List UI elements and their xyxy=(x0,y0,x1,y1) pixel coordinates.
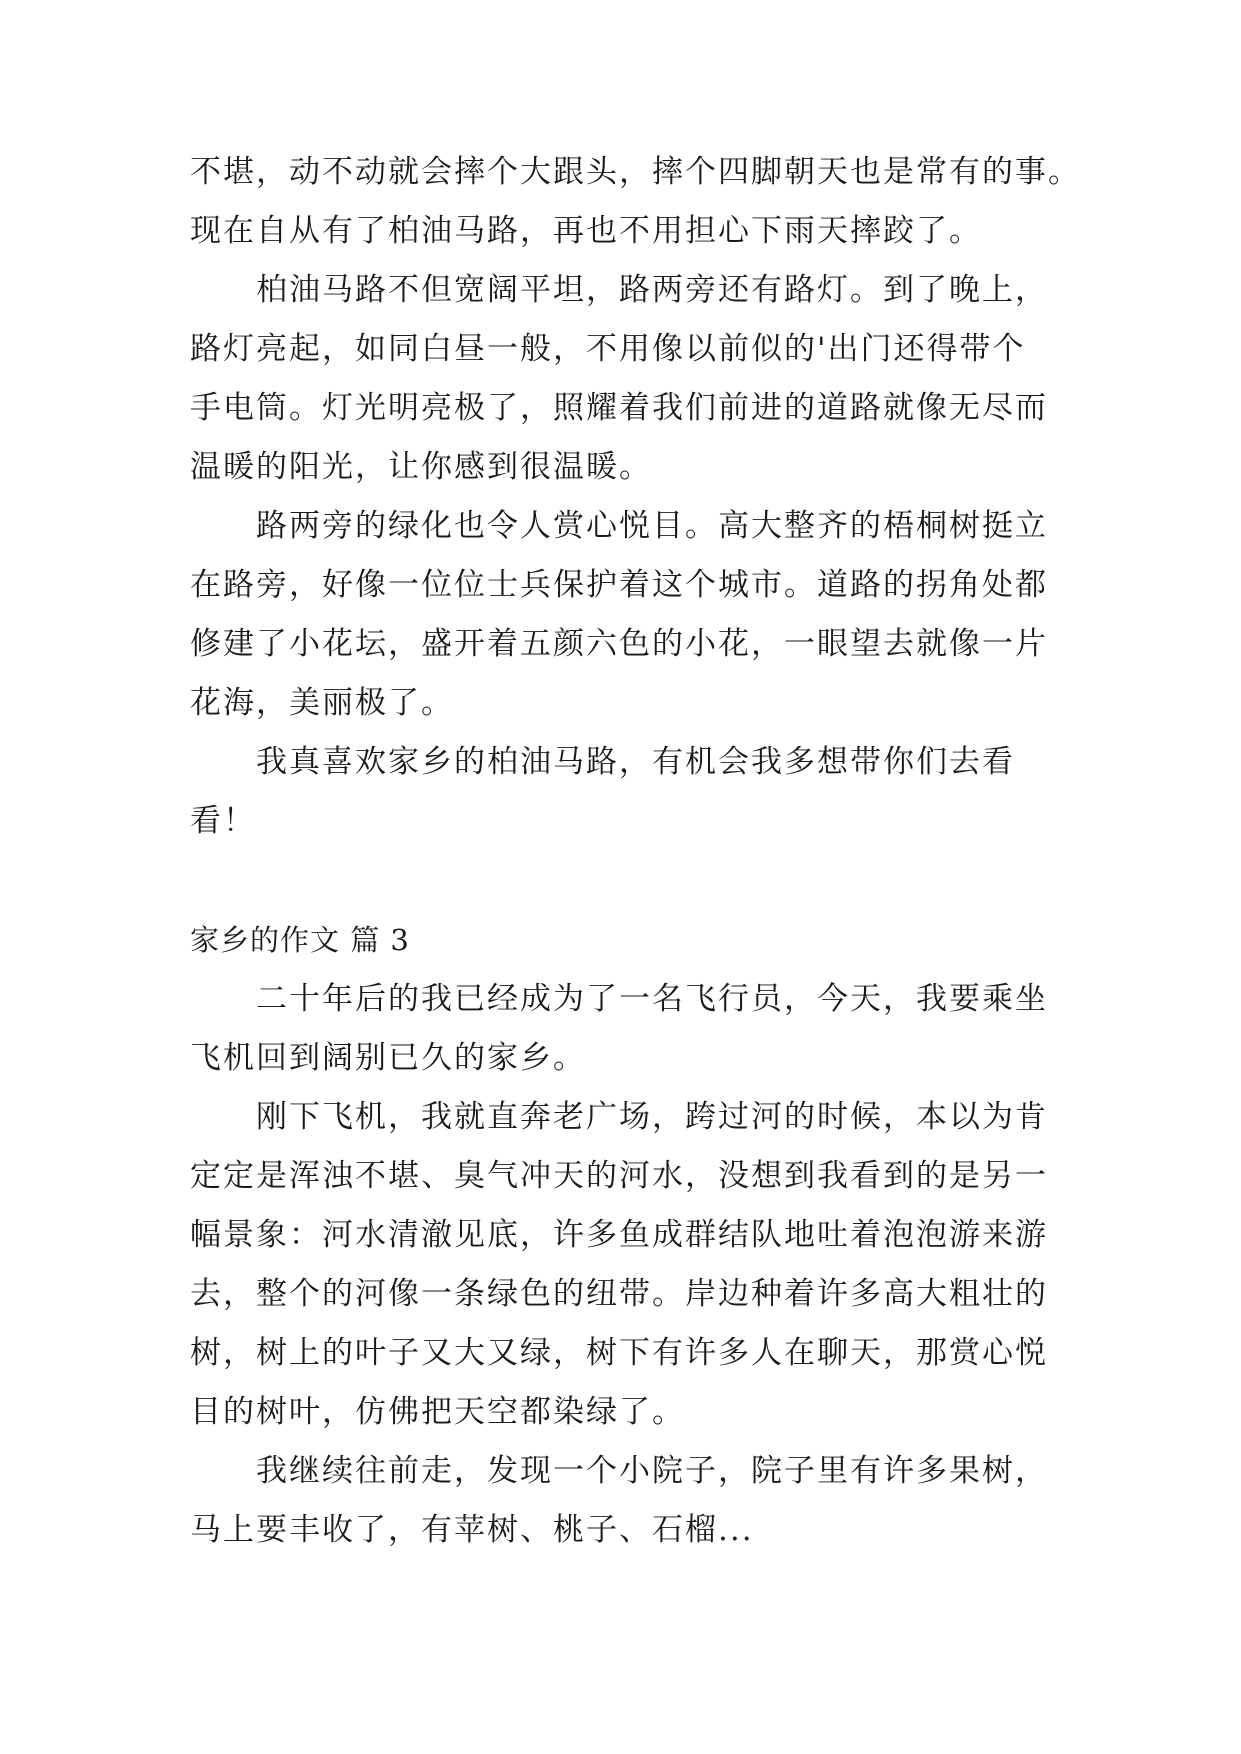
text-line: 路灯亮起，如同白昼一般，不用像以前似的'出门还得带个 xyxy=(190,331,1026,367)
text-line: 幅景象：河水清澈见底，许多鱼成群结队地吐着泡泡游来游 xyxy=(190,1217,1048,1253)
text-line: 目的树叶，仿佛把天空都染绿了。 xyxy=(190,1394,685,1430)
text-line: 手电筒。灯光明亮极了，照耀着我们前进的道路就像无尽而 xyxy=(190,390,1048,426)
text-line: 温暖的阳光，让你感到很温暖。 xyxy=(190,449,652,485)
paragraph-first-line: 刚下飞机，我就直奔老广场，跨过河的时候，本以为肯 xyxy=(256,1099,1048,1135)
paragraph-first-line: 柏油马路不但宽阔平坦，路两旁还有路灯。到了晚上， xyxy=(256,272,1048,308)
text-line: 在路旁，好像一位位士兵保护着这个城市。道路的拐角处都 xyxy=(190,567,1048,603)
text-line: 不堪，动不动就会摔个大跟头，摔个四脚朝天也是常有的事。 xyxy=(190,154,1081,190)
paragraph-first-line: 我真喜欢家乡的柏油马路，有机会我多想带你们去看 xyxy=(256,744,1015,780)
text-line: 修建了小花坛，盛开着五颜六色的小花，一眼望去就像一片 xyxy=(190,626,1048,662)
paragraph-first-line: 路两旁的绿化也令人赏心悦目。高大整齐的梧桐树挺立 xyxy=(256,508,1048,544)
paragraph-first-line: 二十年后的我已经成为了一名飞行员，今天，我要乘坐 xyxy=(256,981,1048,1017)
text-line: 树，树上的叶子又大又绿，树下有许多人在聊天，那赏心悦 xyxy=(190,1335,1048,1371)
paragraph-first-line: 我继续往前走，发现一个小院子，院子里有许多果树， xyxy=(256,1453,1048,1489)
text-line: 马上要丰收了，有苹树、桃子、石榴... xyxy=(190,1512,754,1548)
text-line: 定定是浑浊不堪、臭气冲天的河水，没想到我看到的是另一 xyxy=(190,1158,1048,1194)
text-line: 看！ xyxy=(190,803,256,839)
text-line: 花海，美丽极了。 xyxy=(190,685,454,721)
text-line: 飞机回到阔别已久的家乡。 xyxy=(190,1040,586,1076)
text-line: 现在自从有了柏油马路，再也不用担心下雨天摔跤了。 xyxy=(190,213,982,249)
text-line: 去，整个的河像一条绿色的纽带。岸边种着许多高大粗壮的 xyxy=(190,1276,1048,1312)
section-heading: 家乡的作文 篇 3 xyxy=(190,923,410,957)
